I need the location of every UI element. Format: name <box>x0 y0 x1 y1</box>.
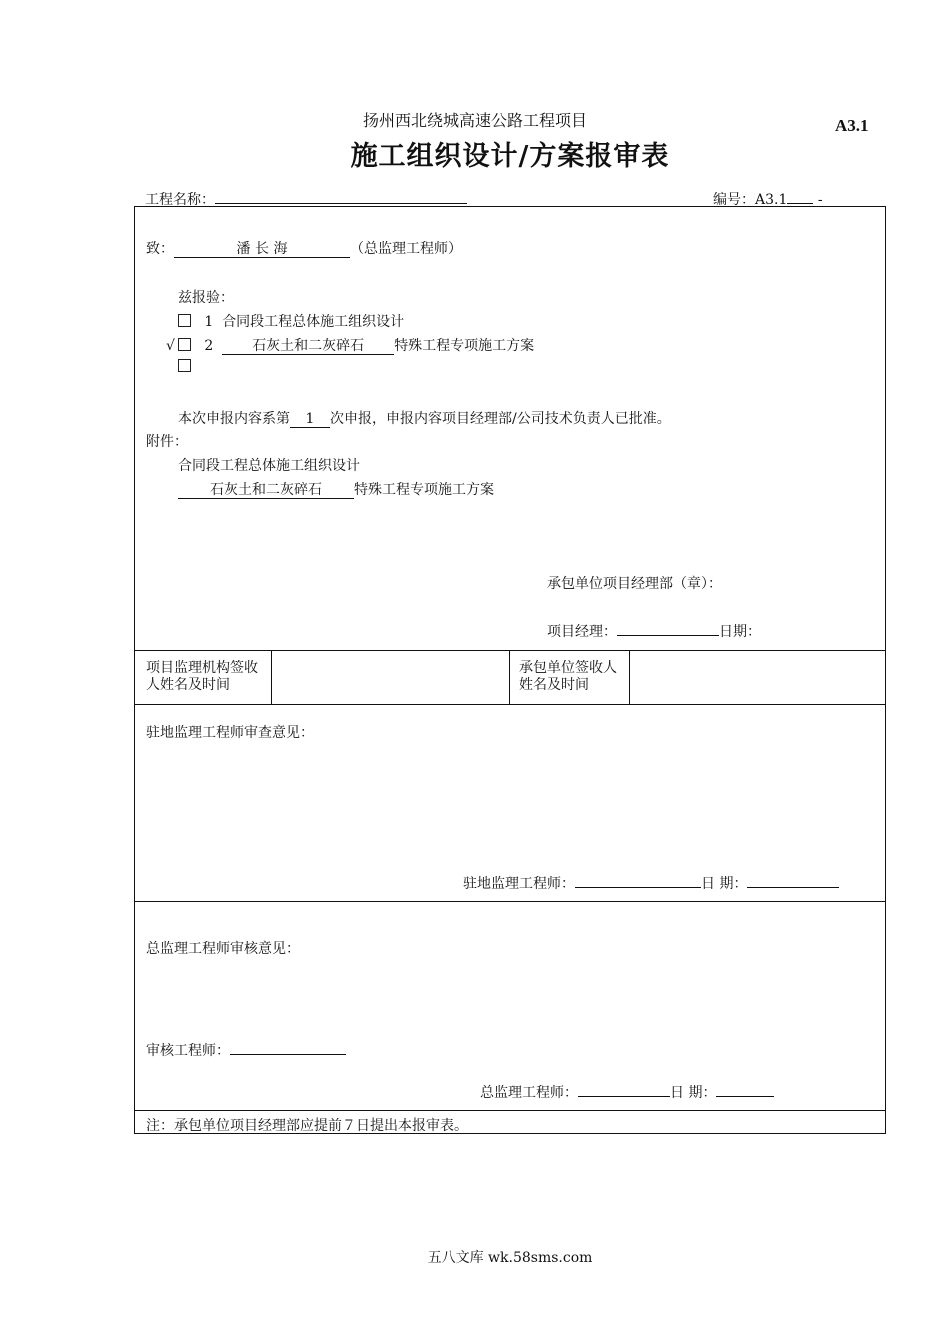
chief-review-label: 总监理工程师审核意见： <box>146 941 300 957</box>
addressee-row <box>146 238 462 258</box>
submit-item-1-text: 合同段工程总体施工组织设计 <box>222 314 405 330</box>
contractor-manager-row <box>547 621 761 641</box>
divider-receipt-col2 <box>509 650 510 704</box>
form-note: 注：承包单位项目经理部应提前７日提出本报审表。 <box>146 1118 468 1134</box>
contractor-receipt-field[interactable] <box>631 653 883 703</box>
submit-item-1-number: 1 <box>204 314 214 330</box>
submit-item-1 <box>166 311 404 331</box>
chief-date-field[interactable] <box>716 1096 774 1097</box>
contractor-manager-label: 项目经理： <box>547 624 617 640</box>
form-title: 施工组织设计/方案报审表 <box>350 141 670 172</box>
declaration-prefix: 本次申报内容系第 <box>178 411 290 427</box>
resident-date-field[interactable] <box>747 887 839 888</box>
declaration-count[interactable]: 1 <box>290 411 330 428</box>
chief-date-label: 日 期： <box>670 1085 717 1101</box>
submit-item-2 <box>166 335 534 355</box>
divider-receipt-top <box>135 650 885 651</box>
addressee-name[interactable]: 潘 长 海 <box>174 241 350 258</box>
attachment-2 <box>178 479 494 499</box>
form-code: A3.1 <box>835 116 869 135</box>
contractor-seal-label: 承包单位项目经理部（章）： <box>547 576 722 592</box>
submit-item-3 <box>166 359 191 375</box>
resident-review-label: 驻地监理工程师审查意见： <box>146 725 314 741</box>
form-number-suffix: - <box>817 192 823 208</box>
submit-item-2-blank[interactable]: 石灰土和二灰碎石 <box>222 338 394 355</box>
chief-signature-row <box>480 1082 774 1102</box>
submit-intro: 兹报验： <box>178 290 234 306</box>
supervision-receipt-label: 项目监理机构签收人姓名及时间 <box>146 660 258 693</box>
addressee-role: （总监理工程师） <box>350 241 462 257</box>
supervision-receipt-field[interactable] <box>273 653 507 703</box>
project-name-label: 工程名称： <box>145 192 215 208</box>
declaration-row <box>178 408 671 428</box>
reviewer-label: 审核工程师： <box>146 1043 230 1059</box>
contractor-date-label: 日期： <box>719 624 761 640</box>
check-mark-icon: √ <box>166 338 175 354</box>
resident-signer-field[interactable] <box>575 887 701 888</box>
submit-item-1-checkbox[interactable] <box>178 314 191 327</box>
resident-signer-label: 驻地监理工程师： <box>463 876 575 892</box>
attachment-1: 合同段工程总体施工组织设计 <box>178 458 360 474</box>
divider-chief-review <box>135 901 885 902</box>
approval-form-table <box>134 206 886 1134</box>
divider-receipt-col3 <box>629 650 630 704</box>
reviewer-row <box>146 1040 346 1060</box>
resident-date-label: 日 期： <box>701 876 748 892</box>
project-name-field[interactable] <box>215 203 467 204</box>
attachment-2-text: 特殊工程专项施工方案 <box>354 482 494 498</box>
form-number-field[interactable] <box>787 203 813 204</box>
form-number-label: 编号：A3.1 <box>713 192 788 208</box>
project-name-heading: 扬州西北绕城高速公路工程项目 <box>362 111 587 130</box>
submit-item-2-number: 2 <box>204 338 214 354</box>
chief-signer-label: 总监理工程师： <box>480 1085 578 1101</box>
resident-signature-row <box>463 873 839 893</box>
declaration-suffix: 次申报，申报内容项目经理部/公司技术负责人已批准。 <box>330 411 671 427</box>
divider-receipt-col1 <box>271 650 272 704</box>
chief-signer-field[interactable] <box>578 1096 670 1097</box>
addressee-prefix: 致： <box>146 241 174 257</box>
attachments-label: 附件： <box>146 434 188 450</box>
divider-receipt-bottom <box>135 704 885 705</box>
submit-item-2-checkbox[interactable] <box>178 338 191 351</box>
submit-item-2-text: 特殊工程专项施工方案 <box>394 338 535 354</box>
submit-item-3-checkbox[interactable] <box>178 359 191 372</box>
reviewer-field[interactable] <box>230 1054 346 1055</box>
page-footer: 五八文库 wk.58sms.com <box>427 1250 593 1266</box>
attachment-2-blank[interactable]: 石灰土和二灰碎石 <box>178 482 354 499</box>
contractor-receipt-label: 承包单位签收人姓名及时间 <box>519 660 617 693</box>
divider-note <box>135 1110 885 1111</box>
contractor-manager-field[interactable] <box>617 635 719 636</box>
